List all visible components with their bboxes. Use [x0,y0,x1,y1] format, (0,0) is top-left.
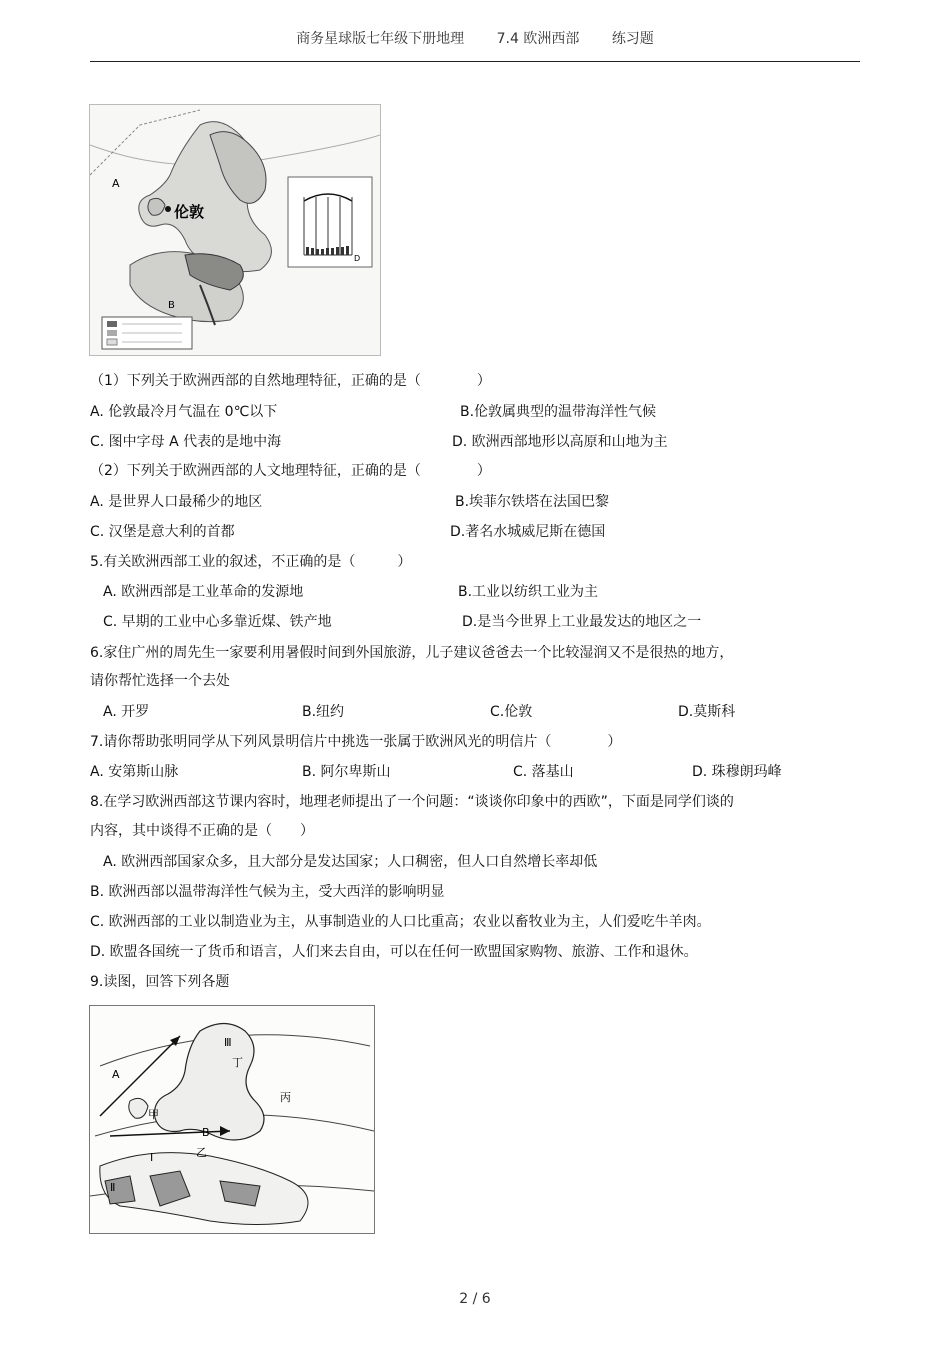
map2-label-jia: 甲 [148,1108,159,1121]
europe-map-2-svg [90,1006,374,1233]
q6-option-c[interactable]: C.伦敦 [490,704,533,720]
q8-option-a[interactable]: A. 欧洲西部国家众多，且大部分是发达国家；人口稠密，但人口自然增长率却低 [103,854,598,870]
map2-label-i: Ⅰ [150,1151,154,1164]
page-header [90,28,860,52]
q7-option-d[interactable]: D. 珠穆朗玛峰 [692,764,782,780]
q9-stem: 9.读图，回答下列各题 [90,974,230,990]
header-book: 商务星球版七年级下册地理 [296,31,465,47]
header-chapter: 7.4 欧洲西部 [496,31,580,47]
london-climate-chart [288,177,372,267]
q4-sub1-option-b[interactable]: B.伦敦属典型的温带海洋性气候 [460,404,657,420]
q4-sub1-option-c[interactable]: C. 图中字母 A 代表的是地中海 [90,434,282,450]
q5-option-c[interactable]: C. 早期的工业中心多靠近煤、铁产地 [103,614,332,630]
map2-label-ii: Ⅱ [110,1181,116,1194]
q6-stem-line1: 6.家住广州的周先生一家要利用暑假时间到外国旅游，儿子建议爸爸去一个比较湿润又不是很热的地方， [90,645,734,661]
q8-option-c[interactable]: C. 欧洲西部的工业以制造业为主，从事制造业的人口比重高；农业以畜牧业为主，人们爱吃牛羊肉。 [90,914,711,930]
q6-stem-line2: 请你帮忙选择一个去处 [90,673,230,689]
q6-option-b[interactable]: B.纽约 [302,704,345,720]
map1-london-label: 伦敦 [174,203,205,221]
europe-map-figure-1 [89,104,381,356]
q7-option-a[interactable]: A. 安第斯山脉 [90,764,179,780]
map1-letter-a: A [112,177,120,190]
q7-option-b[interactable]: B. 阿尔卑斯山 [302,764,391,780]
europe-map-figure-2 [89,1005,375,1234]
q4-sub2-option-a[interactable]: A. 是世界人口最稀少的地区 [90,494,263,510]
map2-label-yi: 乙 [196,1146,207,1159]
q5-option-d[interactable]: D.是当今世界上工业最发达的地区之一 [462,614,702,630]
map2-label-bing: 丙 [280,1091,291,1104]
q4-sub2-stem: （2）下列关于欧洲西部的人文地理特征，正确的是（ ） [90,463,491,479]
header-type: 练习题 [611,31,654,47]
header-divider [90,61,860,62]
q5-option-a[interactable]: A. 欧洲西部是工业革命的发源地 [103,584,304,600]
q4-sub2-option-d[interactable]: D.著名水城威尼斯在德国 [450,524,606,540]
q7-option-c[interactable]: C. 落基山 [513,764,574,780]
map2-label-a: A [112,1068,120,1081]
q8-stem-line1: 8.在学习欧洲西部这节课内容时，地理老师提出了一个问题：“谈谈你印象中的西欧”，下面是同学们谈的 [90,794,734,810]
q6-option-d[interactable]: D.莫斯科 [678,704,736,720]
map2-label-ding: 丁 [232,1056,243,1069]
q8-option-d[interactable]: D. 欧盟各国统一了货币和语言，人们来去自由，可以在任何一欧盟国家购物、旅游、工作和退休。 [90,944,698,960]
q5-stem: 5.有关欧洲西部工业的叙述，不正确的是（ ） [90,554,412,570]
q5-option-b[interactable]: B.工业以纺织工业为主 [458,584,599,600]
q4-sub1-option-a[interactable]: A. 伦敦最冷月气温在 0℃以下 [90,404,278,420]
map1-legend [102,317,192,349]
london-marker [165,206,171,212]
q4-sub2-option-b[interactable]: B.埃菲尔铁塔在法国巴黎 [455,494,610,510]
map2-label-iii: Ⅲ [224,1036,232,1049]
q4-sub1-option-d[interactable]: D. 欧洲西部地形以高原和山地为主 [452,434,668,450]
map2-label-b: B [202,1126,210,1139]
q4-sub2-option-c[interactable]: C. 汉堡是意大利的首都 [90,524,235,540]
page-number: 2 / 6 [459,1291,491,1307]
q8-stem-line2: 内容，其中谈得不正确的是（ ） [90,823,314,839]
q8-option-b[interactable]: B. 欧洲西部以温带海洋性气候为主，受大西洋的影响明显 [90,884,445,900]
q7-stem: 7.请你帮助张明同学从下列风景明信片中挑选一张属于欧洲风光的明信片（ ） [90,734,622,750]
europe-map-1-svg [90,105,380,355]
map1-letter-b: B [168,300,175,311]
map1-letter-d: D [354,254,361,263]
q4-sub1-stem: （1）下列关于欧洲西部的自然地理特征，正确的是（ ） [90,373,491,389]
q6-option-a[interactable]: A. 开罗 [103,704,150,720]
